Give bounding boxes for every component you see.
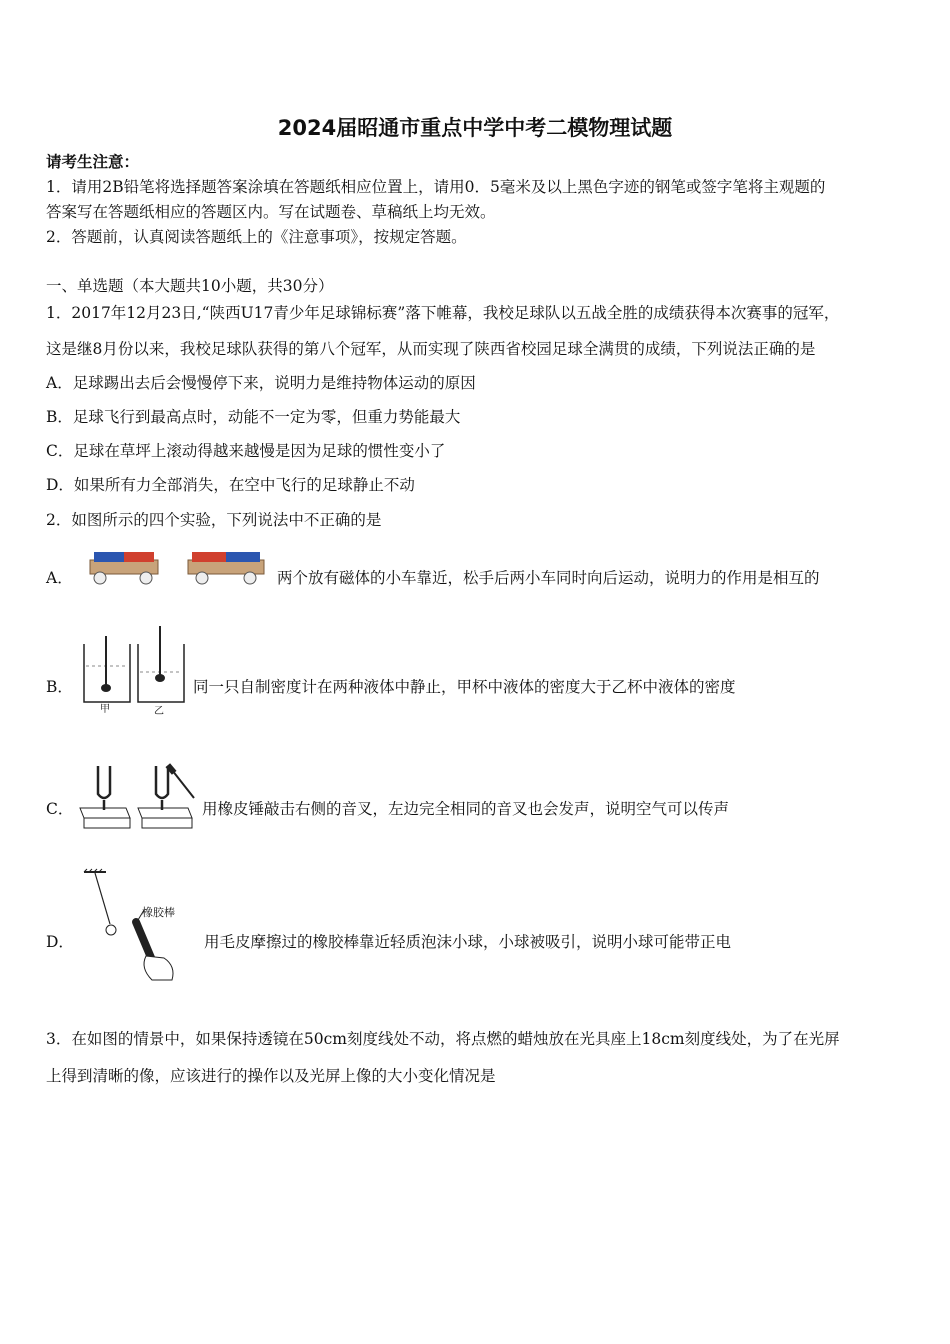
- section-heading: 一、单选题（本大题共10小题，共30分）: [46, 277, 334, 295]
- beaker-label-yi: 乙: [154, 706, 164, 717]
- rubber-rod-figure: [80, 868, 190, 986]
- q1-option-b: B．足球飞行到最高点时，动能不一定为零，但重力势能最大: [46, 408, 461, 426]
- q2-option-c-label: C．: [46, 800, 74, 818]
- q2-option-b-text: 同一只自制密度计在两种液体中静止，甲杯中液体的密度大于乙杯中液体的密度: [193, 678, 736, 696]
- hanging-ball: [84, 869, 116, 935]
- beaker-label-jia: 甲: [100, 704, 110, 715]
- magnet-cart-left: [90, 552, 158, 584]
- density-meter-figure: [80, 624, 188, 706]
- tuning-fork-figure: [76, 762, 200, 834]
- q1-stem-line-2: 这是继8月份以来，我校足球队获得的第八个冠军，从而实现了陕西省校园足球全满贯的成绩，下列说法正确的是: [46, 340, 816, 358]
- beaker-left: [84, 636, 130, 702]
- q1-stem-line-1: 1．2017年12月23日,“陕西U17青少年足球锦标赛”落下帷幕，我校足球队以五战全胜的成绩获得本次赛事的冠军，: [46, 304, 840, 322]
- q1-option-c: C．足球在草坪上滚动得越来越慢是因为足球的惯性变小了: [46, 442, 446, 460]
- q2-option-d-text: 用毛皮摩擦过的橡胶棒靠近轻质泡沫小球，小球被吸引，说明小球可能带正电: [204, 933, 732, 951]
- q3-stem-line-1: 3．在如图的情景中，如果保持透镜在50cm刻度线处不动，将点燃的蜡烛放在光具座上18cm刻度线处，为了在光屏: [46, 1030, 840, 1048]
- tuning-fork-right: [138, 763, 194, 828]
- q1-option-a: A．足球踢出去后会慢慢停下来，说明力是维持物体运动的原因: [46, 374, 476, 392]
- q2-option-d-label: D．: [46, 933, 74, 951]
- notice-line-2: 答案写在答题纸相应的答题区内。写在试题卷、草稿纸上均无效。: [46, 203, 496, 221]
- q2-option-a-label: A．: [46, 569, 73, 587]
- notice-heading: 请考生注意：: [46, 152, 140, 171]
- notice-line-1: 1．请用2B铅笔将选择题答案涂填在答题纸相应位置上，请用0．5毫米及以上黑色字迹的钢笔或签字笔将主观题的: [46, 178, 826, 196]
- magnet-cart-right: [188, 552, 264, 584]
- q2-stem: 2．如图所示的四个实验，下列说法中不正确的是: [46, 511, 382, 529]
- q1-option-d: D．如果所有力全部消失，在空中飞行的足球静止不动: [46, 476, 415, 494]
- q2-option-b-label: B．: [46, 678, 73, 696]
- q2-option-a-text: 两个放有磁体的小车靠近，松手后两小车同时向后运动，说明力的作用是相互的: [277, 569, 820, 587]
- q3-stem-line-2: 上得到清晰的像，应该进行的操作以及光屏上像的大小变化情况是: [46, 1067, 496, 1085]
- rod-label: 橡胶棒: [142, 906, 175, 919]
- q2-option-c-text: 用橡皮锤敲击右侧的音叉，左边完全相同的音叉也会发声，说明空气可以传声: [202, 800, 730, 818]
- rubber-rod: [136, 910, 173, 980]
- tuning-fork-left: [80, 766, 130, 828]
- beaker-right: [138, 626, 184, 702]
- page-title: 2024届昭通市重点中学中考二模物理试题: [277, 116, 673, 140]
- notice-line-3: 2．答题前，认真阅读答题纸上的《注意事项》，按规定答题。: [46, 228, 467, 246]
- magnet-carts-figure: [84, 548, 274, 588]
